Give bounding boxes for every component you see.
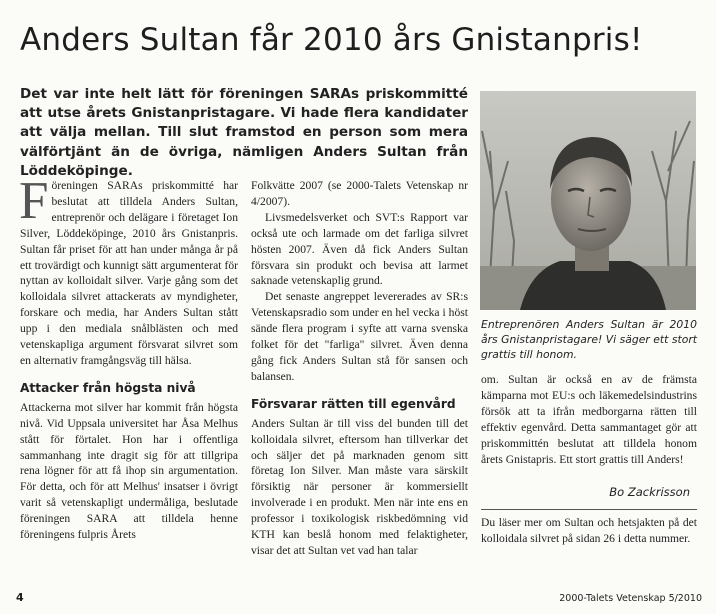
- divider: [481, 509, 697, 510]
- page-number: 4: [16, 591, 24, 604]
- column-2: [251, 178, 468, 559]
- article-headline: Anders Sultan får 2010 års Gnistanpris!: [20, 22, 643, 58]
- paragraph-attacker: Attackerna mot silver har kommit från högsta nivå. Vid Uppsala universitet har Åsa Melhus stått för förtalet. Hon har i offentliga sammanhang inte dragit sig för att tillgripa rena lögner för att få ihop sin argumentation. För detta, och för att Melhus' insatser i övrigt varit så vetenskapligt undermåliga, beslutade föreningen SARA att tilldela henne föreningens fulpris Årets: [20, 400, 238, 542]
- paragraph-conclusion: om. Sultan är också en av de främsta kämparna mot EU:s och läkemedelsindustrins försök att ta ifrån medborgarna rätten till effektiv egenvård. Detta sammantaget gör att priskommittén beslutat att tilldela honom årets Gnistapris. Ett stort grattis till Anders!: [481, 373, 697, 466]
- subhead-egenvard: Försvarar rätten till egenvård: [251, 396, 456, 411]
- author-byline: Bo Zackrisson: [609, 485, 690, 499]
- paragraph-intro: [19, 172, 238, 369]
- column-1: [19, 172, 238, 543]
- cross-reference: Du läser mer om Sultan och hetsjakten på det kolloidala silvret på sidan 26 i detta nummer.: [481, 516, 697, 545]
- photo-caption: Entreprenören Anders Sultan är 2010 års Gnistanpristagare! Vi säger ett stort grattis till honom.: [481, 318, 697, 361]
- column-3: [481, 372, 697, 467]
- paragraph-vetenskapsradio: Det senaste angreppet levererades av SR:s Vetenskapsradio som under en hel vecka i höst sände flera program i syfte att varna svenska folket för det "farliga" silvret. Även denna gång fick Anders Sultan stå för sansen och balansen.: [251, 290, 468, 383]
- subhead-attacker: Attacker från högsta nivå: [20, 380, 196, 395]
- article-lead: Det var inte helt lätt för föreningen SARAs priskommitté att utse årets Gnistanpristagare. Vi hade flera kandidater att välja mellan. Till slut framstod en person som mera välförtjänt än de övriga, nämligen Anders Sultan från Löddeköpinge.: [20, 86, 468, 179]
- paragraph-livsmedelsverket: Livsmedelsverket och SVT:s Rapport var också ute och larmade om det farliga silvret hösten 2007. Även då fick Anders Sultan försvara sin produkt och bevisa att larmet saknade vetenskaplig grund.: [251, 210, 468, 288]
- paragraph-egenvard: Anders Sultan är till viss del bunden till det kolloidala silvret, eftersom han tillverkar det och säljer det på marknaden genom sitt företag Ion Silver. Man måste vara särskilt försiktig när personer är kommersiellt involverade i en produkt. Men när inte ens en professor i toxikologisk riskbedömning vid KTH kan beslå honom med felaktigheter, visar det att Sultan vet vad han talar: [251, 416, 468, 557]
- portrait-photo: [480, 91, 696, 310]
- publication-footer: 2000-Talets Vetenskap 5/2010: [559, 593, 702, 604]
- paragraph-folkvatte: Folkvätte 2007 (se 2000-Talets Vetenskap nr 4/2007).: [251, 179, 468, 208]
- drop-cap: F: [19, 172, 49, 230]
- paragraph-intro-text: öreningen SARAs priskommitté har beslutat att tilldela Anders Sultan, entreprenör och delägare i företaget Ion Silver, Löddeköpinge, 2010 års Gnistanpris. Sultan får priset för att han under många år på ett trovärdigt och kunnigt sätt argumenterat för nyttan av kolloidalt silver. Varje gång som det kolloidala silvret attackerats av myndigheter, forskare och media, har Anders Sultan stått upp i den mediala snålblästen och med vetenskapliga argument försvarat silvret som en alternativ framgångsväg till hälsa.: [20, 179, 238, 367]
- portrait-illustration: [480, 91, 696, 310]
